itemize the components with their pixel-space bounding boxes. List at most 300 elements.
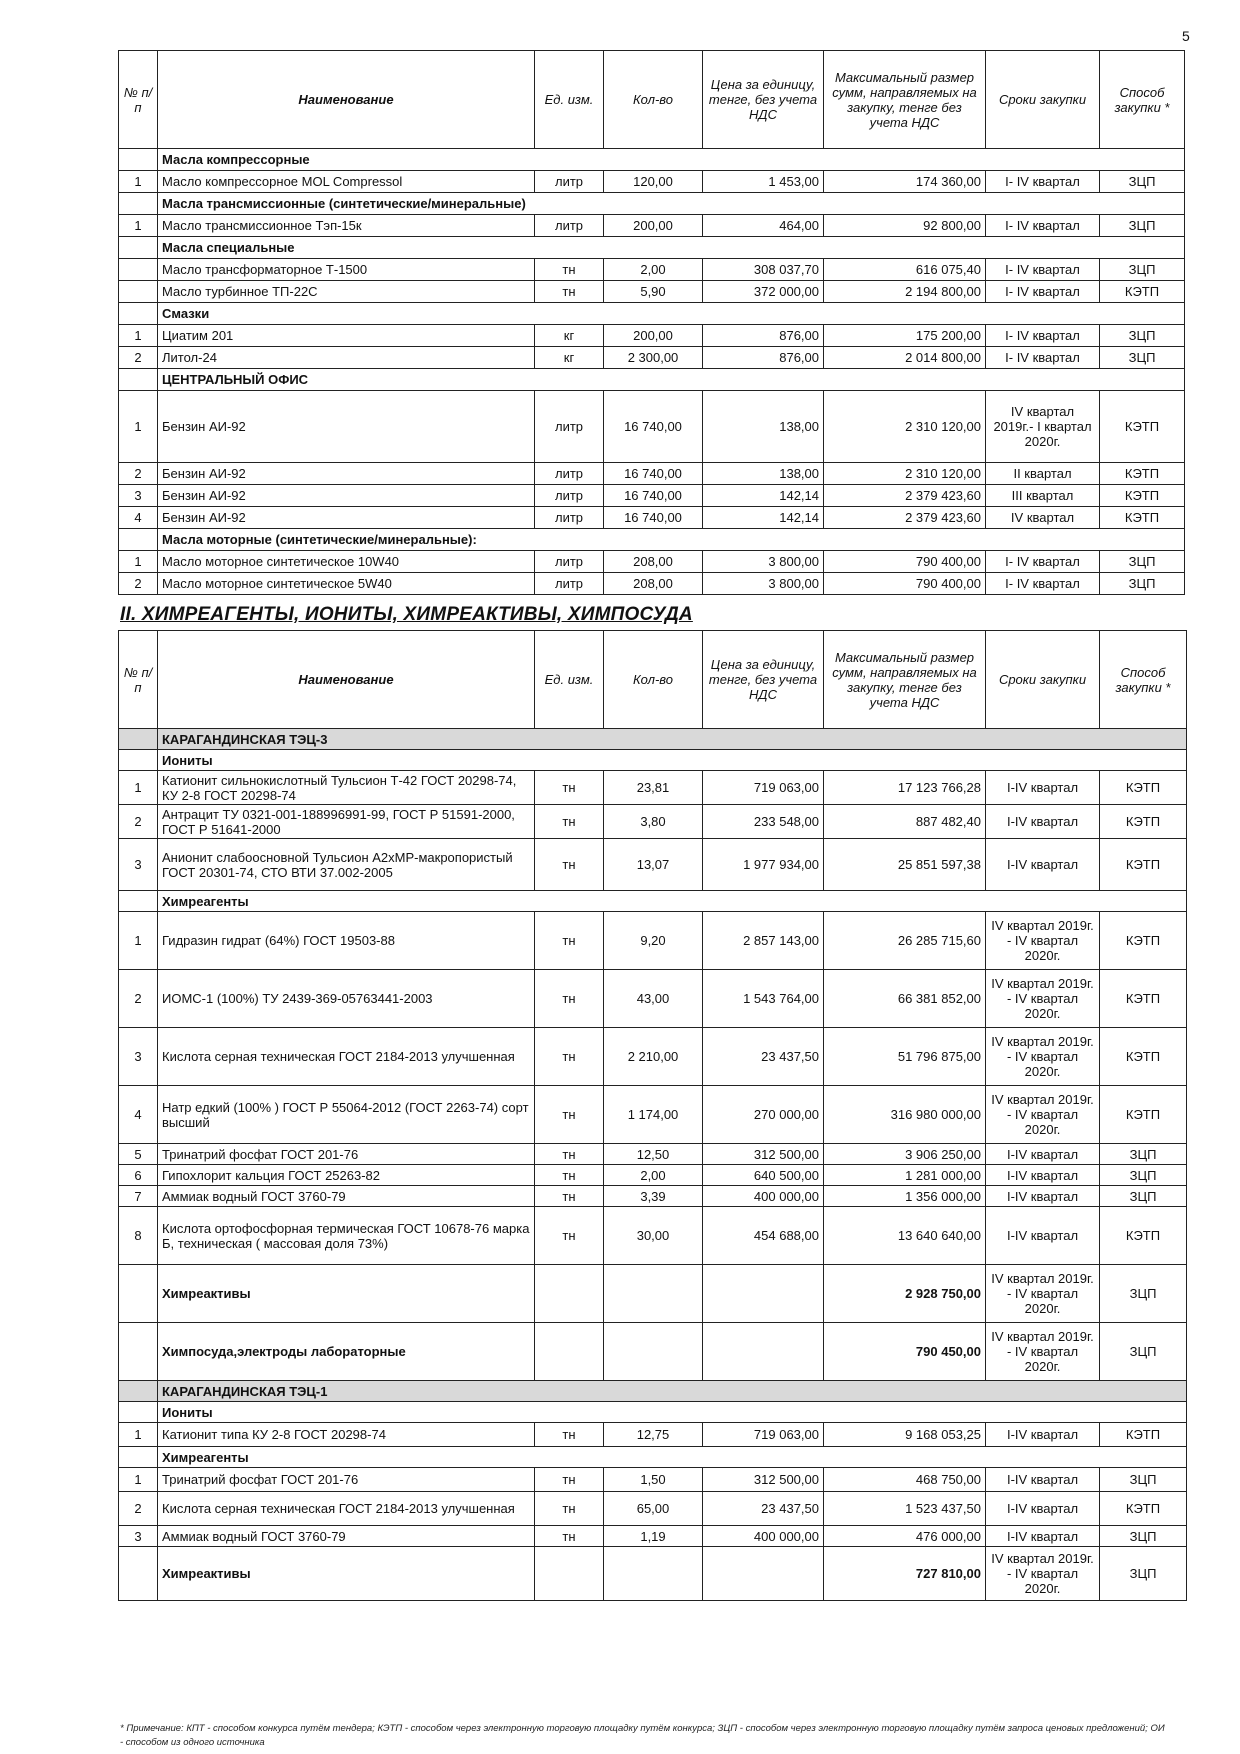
item-sum: 26 285 715,60 — [824, 912, 986, 970]
item-unit: литр — [535, 391, 604, 463]
item-sum: 2 379 423,60 — [824, 507, 986, 529]
row-number-cell — [119, 1265, 158, 1323]
item-name: Кислота серная техническая ГОСТ 2184-2013 улучшенная — [158, 1492, 535, 1526]
item-name: Химпосуда,электроды лабораторные — [158, 1323, 535, 1381]
item-sum: 790 400,00 — [824, 551, 986, 573]
item-method: ЗЦП — [1100, 325, 1185, 347]
row-number: 4 — [119, 1086, 158, 1144]
item-price: 233 548,00 — [703, 805, 824, 839]
table-row — [119, 507, 1185, 529]
item-method: КЭТП — [1100, 507, 1185, 529]
item-price: 3 800,00 — [703, 551, 824, 573]
item-unit: тн — [535, 839, 604, 891]
item-period: IV квартал 2019г. - IV квартал 2020г. — [986, 1323, 1100, 1381]
item-unit: кг — [535, 347, 604, 369]
item-unit: тн — [535, 1165, 604, 1186]
item-name: Бензин АИ-92 — [158, 463, 535, 485]
item-qty: 208,00 — [604, 551, 703, 573]
item-name: Аммиак водный ГОСТ 3760-79 — [158, 1186, 535, 1207]
item-unit — [535, 1323, 604, 1381]
item-unit: тн — [535, 1207, 604, 1265]
item-method: ЗЦП — [1100, 1265, 1187, 1323]
item-sum: 1 356 000,00 — [824, 1186, 986, 1207]
row-number: 2 — [119, 1492, 158, 1526]
item-price: 142,14 — [703, 485, 824, 507]
row-number: 8 — [119, 1207, 158, 1265]
row-number: 2 — [119, 463, 158, 485]
col-unit-header: Ед. изм. — [535, 631, 604, 729]
item-unit: литр — [535, 463, 604, 485]
row-number — [119, 281, 158, 303]
item-sum: 887 482,40 — [824, 805, 986, 839]
item-price: 312 500,00 — [703, 1144, 824, 1165]
item-period: IV квартал 2019г. - IV квартал 2020г. — [986, 912, 1100, 970]
item-qty: 3,39 — [604, 1186, 703, 1207]
item-sum: 1 523 437,50 — [824, 1492, 986, 1526]
category-row — [119, 529, 1185, 551]
item-name: Химреактивы — [158, 1265, 535, 1323]
item-period: IV квартал 2019г. - IV квартал 2020г. — [986, 970, 1100, 1028]
category-label: Химреагенты — [158, 891, 1187, 912]
item-method: ЗЦП — [1100, 1526, 1187, 1547]
table-row — [119, 970, 1187, 1028]
item-qty: 16 740,00 — [604, 463, 703, 485]
item-period: I- IV квартал — [986, 259, 1100, 281]
table-row — [119, 1028, 1187, 1086]
item-name: Масло моторное синтетическое 10W40 — [158, 551, 535, 573]
item-qty: 120,00 — [604, 171, 703, 193]
item-unit: кг — [535, 325, 604, 347]
item-qty: 9,20 — [604, 912, 703, 970]
row-number-cell — [119, 729, 158, 750]
subtotal-row — [119, 1265, 1187, 1323]
col-num-header: № п/п — [119, 51, 158, 149]
category-label: ЦЕНТРАЛЬНЫЙ ОФИС — [158, 369, 1185, 391]
item-qty: 23,81 — [604, 771, 703, 805]
table-row — [119, 1468, 1187, 1492]
subtotal-row — [119, 1547, 1187, 1601]
plant-row — [119, 1381, 1187, 1402]
item-sum: 175 200,00 — [824, 325, 986, 347]
item-unit: тн — [535, 1186, 604, 1207]
item-method: КЭТП — [1100, 912, 1187, 970]
item-period: IV квартал 2019г. - IV квартал 2020г. — [986, 1086, 1100, 1144]
category-label: Смазки — [158, 303, 1185, 325]
item-period: I- IV квартал — [986, 171, 1100, 193]
item-name: Тринатрий фосфат ГОСТ 201-76 — [158, 1468, 535, 1492]
item-method: ЗЦП — [1100, 1468, 1187, 1492]
item-sum: 92 800,00 — [824, 215, 986, 237]
col-sum-header: Максимальный размер сумм, направляемых на закупку, тенге без учета НДС — [824, 631, 986, 729]
item-price: 640 500,00 — [703, 1165, 824, 1186]
item-unit: тн — [535, 912, 604, 970]
col-name-header: Наименование — [158, 51, 535, 149]
item-method: ЗЦП — [1100, 215, 1185, 237]
item-price: 464,00 — [703, 215, 824, 237]
item-qty: 65,00 — [604, 1492, 703, 1526]
row-number: 3 — [119, 839, 158, 891]
item-period: II квартал — [986, 463, 1100, 485]
table-row — [119, 1186, 1187, 1207]
item-period: I-IV квартал — [986, 805, 1100, 839]
item-qty: 16 740,00 — [604, 391, 703, 463]
item-name: Бензин АИ-92 — [158, 391, 535, 463]
col-name-header: Наименование — [158, 631, 535, 729]
table-row — [119, 347, 1185, 369]
row-number: 1 — [119, 551, 158, 573]
item-method: КЭТП — [1100, 839, 1187, 891]
item-price: 400 000,00 — [703, 1186, 824, 1207]
table-row — [119, 1086, 1187, 1144]
item-name: Масло трансформаторное Т-1500 — [158, 259, 535, 281]
item-name: Анионит слабоосновной Тульсион А2хМР-макропористый ГОСТ 20301-74, СТО ВТИ 37.002-2005 — [158, 839, 535, 891]
col-unit-header: Ед. изм. — [535, 51, 604, 149]
table-row — [119, 573, 1185, 595]
item-period: IV квартал 2019г. - IV квартал 2020г. — [986, 1028, 1100, 1086]
row-number: 1 — [119, 771, 158, 805]
row-number: 3 — [119, 1028, 158, 1086]
item-price — [703, 1265, 824, 1323]
item-method: КЭТП — [1100, 970, 1187, 1028]
item-unit: литр — [535, 573, 604, 595]
item-unit: тн — [535, 281, 604, 303]
item-unit: литр — [535, 507, 604, 529]
item-method: ЗЦП — [1100, 1547, 1187, 1601]
item-method: КЭТП — [1100, 1086, 1187, 1144]
item-sum: 316 980 000,00 — [824, 1086, 986, 1144]
table-row — [119, 215, 1185, 237]
item-method: ЗЦП — [1100, 1165, 1187, 1186]
item-name: ИОМС-1 (100%) ТУ 2439-369-05763441-2003 — [158, 970, 535, 1028]
item-qty: 2 300,00 — [604, 347, 703, 369]
item-method: КЭТП — [1100, 463, 1185, 485]
item-method: ЗЦП — [1100, 1144, 1187, 1165]
item-method: ЗЦП — [1100, 259, 1185, 281]
item-period: I-IV квартал — [986, 1186, 1100, 1207]
item-sum: 17 123 766,28 — [824, 771, 986, 805]
item-sum: 2 379 423,60 — [824, 485, 986, 507]
category-label: Химреагенты — [158, 1447, 1187, 1468]
item-period: I-IV квартал — [986, 839, 1100, 891]
col-period-header: Сроки закупки — [986, 631, 1100, 729]
row-number: 1 — [119, 912, 158, 970]
row-number: 7 — [119, 1186, 158, 1207]
col-price-header: Цена за единицу, тенге, без учета НДС — [703, 51, 824, 149]
item-period: IV квартал 2019г.- I квартал 2020г. — [986, 391, 1100, 463]
table-header-row — [119, 631, 1187, 729]
item-method: КЭТП — [1100, 1423, 1187, 1447]
item-price: 876,00 — [703, 347, 824, 369]
page-number: 5 — [1182, 28, 1190, 44]
item-method: ЗЦП — [1100, 1186, 1187, 1207]
item-sum: 13 640 640,00 — [824, 1207, 986, 1265]
category-row — [119, 149, 1185, 171]
item-qty: 2,00 — [604, 259, 703, 281]
item-unit: тн — [535, 1492, 604, 1526]
item-name: Масло моторное синтетическое 5W40 — [158, 573, 535, 595]
table-row — [119, 1207, 1187, 1265]
item-qty: 43,00 — [604, 970, 703, 1028]
row-number: 1 — [119, 1468, 158, 1492]
item-unit: тн — [535, 805, 604, 839]
item-name: Катионит типа КУ 2-8 ГОСТ 20298-74 — [158, 1423, 535, 1447]
item-method: КЭТП — [1100, 805, 1187, 839]
item-unit: тн — [535, 1144, 604, 1165]
item-name: Антрацит ТУ 0321-001-188996991-99, ГОСТ Р 51591-2000, ГОСТ Р 51641-2000 — [158, 805, 535, 839]
item-name: Химреактивы — [158, 1547, 535, 1601]
col-method-header: Способ закупки * — [1100, 51, 1185, 149]
item-qty: 1,50 — [604, 1468, 703, 1492]
category-row — [119, 303, 1185, 325]
item-price: 1 977 934,00 — [703, 839, 824, 891]
row-number-cell — [119, 369, 158, 391]
item-name: Гипохлорит кальция ГОСТ 25263-82 — [158, 1165, 535, 1186]
row-number-cell — [119, 1447, 158, 1468]
row-number-cell — [119, 1323, 158, 1381]
item-period: I- IV квартал — [986, 215, 1100, 237]
item-method: КЭТП — [1100, 1492, 1187, 1526]
table-header-row — [119, 51, 1185, 149]
item-period: I-IV квартал — [986, 1526, 1100, 1547]
category-row — [119, 750, 1187, 771]
category-label: Иониты — [158, 1402, 1187, 1423]
item-period: I- IV квартал — [986, 325, 1100, 347]
item-price: 876,00 — [703, 325, 824, 347]
table-row — [119, 281, 1185, 303]
item-name: Бензин АИ-92 — [158, 485, 535, 507]
category-row — [119, 237, 1185, 259]
row-number: 2 — [119, 805, 158, 839]
item-unit: тн — [535, 1423, 604, 1447]
item-qty: 208,00 — [604, 573, 703, 595]
col-qty-header: Кол-во — [604, 631, 703, 729]
row-number: 2 — [119, 970, 158, 1028]
item-qty: 12,75 — [604, 1423, 703, 1447]
row-number-cell — [119, 193, 158, 215]
item-price — [703, 1323, 824, 1381]
table-row — [119, 1526, 1187, 1547]
item-qty: 200,00 — [604, 215, 703, 237]
item-price: 138,00 — [703, 463, 824, 485]
col-method-header: Способ закупки * — [1100, 631, 1187, 729]
plant-label: КАРАГАНДИНСКАЯ ТЭЦ-1 — [158, 1381, 1187, 1402]
item-sum: 790 400,00 — [824, 573, 986, 595]
row-number: 1 — [119, 171, 158, 193]
item-name: Натр едкий (100% ) ГОСТ Р 55064-2012 (ГОСТ 2263-74) сорт высший — [158, 1086, 535, 1144]
item-method: КЭТП — [1100, 485, 1185, 507]
row-number-cell — [119, 1402, 158, 1423]
item-qty — [604, 1265, 703, 1323]
item-method: КЭТП — [1100, 1028, 1187, 1086]
item-name: Масло трансмиссионное Тэп-15к — [158, 215, 535, 237]
item-name: Литол-24 — [158, 347, 535, 369]
item-name: Тринатрий фосфат ГОСТ 201-76 — [158, 1144, 535, 1165]
row-number: 1 — [119, 1423, 158, 1447]
item-unit — [535, 1547, 604, 1601]
item-method: ЗЦП — [1100, 347, 1185, 369]
item-price: 312 500,00 — [703, 1468, 824, 1492]
row-number-cell — [119, 529, 158, 551]
item-name: Масло турбинное ТП-22С — [158, 281, 535, 303]
item-period: I-IV квартал — [986, 771, 1100, 805]
item-name: Кислота серная техническая ГОСТ 2184-2013 улучшенная — [158, 1028, 535, 1086]
item-price: 23 437,50 — [703, 1492, 824, 1526]
item-unit: тн — [535, 259, 604, 281]
table-body — [119, 149, 1185, 595]
table-row — [119, 551, 1185, 573]
plant-label: КАРАГАНДИНСКАЯ ТЭЦ-3 — [158, 729, 1187, 750]
item-name: Циатим 201 — [158, 325, 535, 347]
row-number-cell — [119, 1381, 158, 1402]
category-row — [119, 193, 1185, 215]
category-row — [119, 891, 1187, 912]
item-period: I- IV квартал — [986, 281, 1100, 303]
item-period: I- IV квартал — [986, 573, 1100, 595]
item-sum: 727 810,00 — [824, 1547, 986, 1601]
row-number: 5 — [119, 1144, 158, 1165]
item-period: I- IV квартал — [986, 551, 1100, 573]
item-unit: тн — [535, 1028, 604, 1086]
row-number: 2 — [119, 347, 158, 369]
item-sum: 174 360,00 — [824, 171, 986, 193]
item-unit: литр — [535, 551, 604, 573]
category-label: Масла трансмиссионные (синтетические/минеральные) — [158, 193, 1185, 215]
category-row — [119, 369, 1185, 391]
item-qty: 3,80 — [604, 805, 703, 839]
item-qty: 13,07 — [604, 839, 703, 891]
row-number-cell — [119, 1547, 158, 1601]
row-number-cell — [119, 750, 158, 771]
item-period: IV квартал — [986, 507, 1100, 529]
item-sum: 2 194 800,00 — [824, 281, 986, 303]
item-period: III квартал — [986, 485, 1100, 507]
item-sum: 2 928 750,00 — [824, 1265, 986, 1323]
item-name: Кислота ортофосфорная термическая ГОСТ 10678-76 марка Б, техническая ( массовая доля 73%) — [158, 1207, 535, 1265]
item-unit: тн — [535, 1086, 604, 1144]
table-row — [119, 1144, 1187, 1165]
item-sum: 9 168 053,25 — [824, 1423, 986, 1447]
item-method: КЭТП — [1100, 771, 1187, 805]
item-price: 719 063,00 — [703, 1423, 824, 1447]
table-row — [119, 1165, 1187, 1186]
row-number — [119, 259, 158, 281]
item-sum: 1 281 000,00 — [824, 1165, 986, 1186]
row-number: 3 — [119, 485, 158, 507]
row-number-cell — [119, 237, 158, 259]
item-name: Масло компрессорное MOL Compressol — [158, 171, 535, 193]
table-row — [119, 485, 1185, 507]
item-period: I-IV квартал — [986, 1492, 1100, 1526]
table-row — [119, 171, 1185, 193]
item-name: Аммиак водный ГОСТ 3760-79 — [158, 1526, 535, 1547]
row-number: 1 — [119, 215, 158, 237]
item-sum: 2 310 120,00 — [824, 391, 986, 463]
col-qty-header: Кол-во — [604, 51, 703, 149]
table-row — [119, 1423, 1187, 1447]
item-period: I-IV квартал — [986, 1207, 1100, 1265]
table-row — [119, 463, 1185, 485]
category-row — [119, 1402, 1187, 1423]
item-unit: литр — [535, 171, 604, 193]
item-period: IV квартал 2019г. - IV квартал 2020г. — [986, 1547, 1100, 1601]
plant-row — [119, 729, 1187, 750]
table-row — [119, 912, 1187, 970]
item-sum: 51 796 875,00 — [824, 1028, 986, 1086]
row-number: 3 — [119, 1526, 158, 1547]
item-price: 138,00 — [703, 391, 824, 463]
col-period-header: Сроки закупки — [986, 51, 1100, 149]
item-name: Катионит сильнокислотный Тульсион Т-42 ГОСТ 20298-74, КУ 2-8 ГОСТ 20298-74 — [158, 771, 535, 805]
category-label: Иониты — [158, 750, 1187, 771]
row-number: 2 — [119, 573, 158, 595]
item-price: 719 063,00 — [703, 771, 824, 805]
col-sum-header: Максимальный размер сумм, направляемых на закупку, тенге без учета НДС — [824, 51, 986, 149]
category-label: Масла моторные (синтетические/минеральные): — [158, 529, 1185, 551]
item-unit: литр — [535, 485, 604, 507]
procurement-table-oils — [118, 50, 1185, 595]
item-price: 142,14 — [703, 507, 824, 529]
item-sum: 476 000,00 — [824, 1526, 986, 1547]
item-qty: 16 740,00 — [604, 507, 703, 529]
item-method: КЭТП — [1100, 391, 1185, 463]
category-label: Масла специальные — [158, 237, 1185, 259]
table-row — [119, 771, 1187, 805]
item-name: Гидразин гидрат (64%) ГОСТ 19503-88 — [158, 912, 535, 970]
item-method: ЗЦП — [1100, 551, 1185, 573]
item-price: 308 037,70 — [703, 259, 824, 281]
row-number: 4 — [119, 507, 158, 529]
item-qty: 16 740,00 — [604, 485, 703, 507]
item-period: I-IV квартал — [986, 1144, 1100, 1165]
procurement-table-chemicals — [118, 630, 1187, 1601]
item-name: Бензин АИ-92 — [158, 507, 535, 529]
row-number-cell — [119, 303, 158, 325]
item-price — [703, 1547, 824, 1601]
item-qty: 5,90 — [604, 281, 703, 303]
row-number-cell — [119, 891, 158, 912]
row-number: 1 — [119, 391, 158, 463]
item-unit: литр — [535, 215, 604, 237]
item-sum: 468 750,00 — [824, 1468, 986, 1492]
item-method: ЗЦП — [1100, 573, 1185, 595]
footnote: * Примечание: КПТ - способом конкурса путём тендера; КЭТП - способом через электронную торговую площадку путём конкурса; ЗЦП - способом через электронную торговую площадку путём запроса ценовых предложений; ОИ - способом из одного источника — [120, 1723, 1165, 1748]
table-row — [119, 839, 1187, 891]
item-period: I-IV квартал — [986, 1468, 1100, 1492]
item-qty: 1 174,00 — [604, 1086, 703, 1144]
item-method: КЭТП — [1100, 1207, 1187, 1265]
item-qty: 2,00 — [604, 1165, 703, 1186]
item-qty: 2 210,00 — [604, 1028, 703, 1086]
item-period: I-IV квартал — [986, 1165, 1100, 1186]
table-row — [119, 1492, 1187, 1526]
item-price: 1 453,00 — [703, 171, 824, 193]
row-number: 1 — [119, 325, 158, 347]
item-price: 3 800,00 — [703, 573, 824, 595]
category-label: Масла компрессорные — [158, 149, 1185, 171]
table-body — [119, 729, 1187, 1601]
item-period: I-IV квартал — [986, 1423, 1100, 1447]
item-qty: 1,19 — [604, 1526, 703, 1547]
table-row — [119, 325, 1185, 347]
item-sum: 66 381 852,00 — [824, 970, 986, 1028]
category-row — [119, 1447, 1187, 1468]
table-row — [119, 391, 1185, 463]
section-heading: II. ХИМРЕАГЕНТЫ, ИОНИТЫ, ХИМРЕАКТИВЫ, ХИМПОСУДА — [120, 604, 693, 625]
item-qty: 30,00 — [604, 1207, 703, 1265]
col-num-header: № п/п — [119, 631, 158, 729]
item-price: 23 437,50 — [703, 1028, 824, 1086]
item-qty: 200,00 — [604, 325, 703, 347]
